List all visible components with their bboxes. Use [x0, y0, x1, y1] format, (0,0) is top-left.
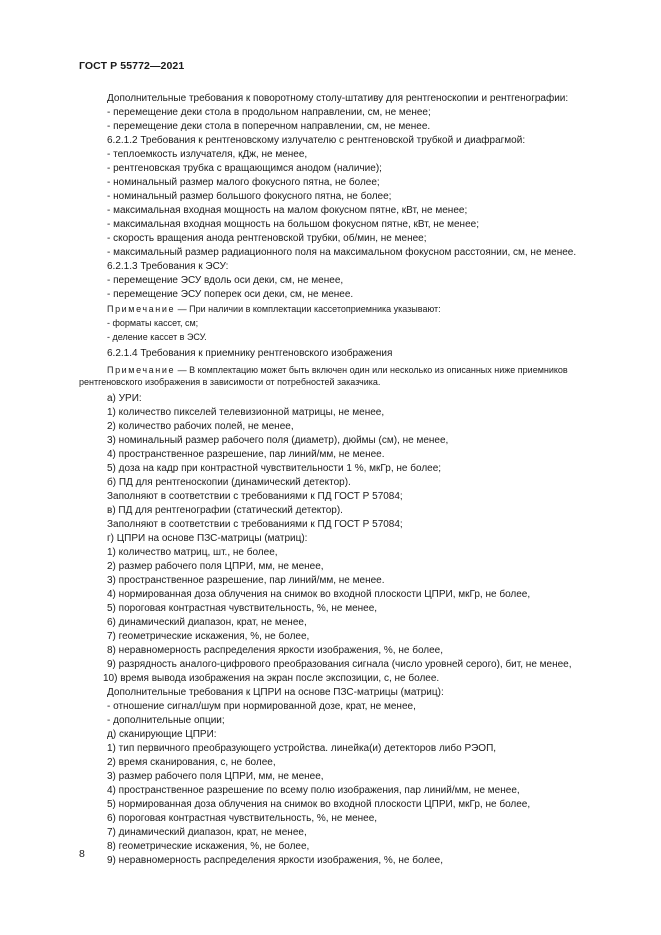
- line-text: - деление кассет в ЭСУ.: [107, 332, 207, 342]
- line-text: 8) неравномерность распределения яркости изображения, %, не более,: [107, 645, 444, 656]
- line-text: 8) геометрические искажения, %, не более,: [107, 841, 310, 852]
- text-line: [107, 533, 307, 545]
- line-text: 6.2.1.3 Требования к ЭСУ:: [107, 261, 229, 272]
- line-text: - теплоемкость излучателя, кДж, не менее,: [107, 149, 308, 160]
- line-text: 6.2.1.2 Требования к рентгеновскому излучателю с рентгеновской трубкой и диафрагмой:: [107, 135, 526, 146]
- line-text: Дополнительные требования к ЦПРИ на основе ПЗС-матрицы (матриц):: [107, 687, 444, 698]
- text-line: [107, 449, 385, 461]
- line-text: - перемещение деки стола в продольном направлении, см, не менее;: [107, 107, 431, 118]
- line-text: 2) размер рабочего поля ЦПРИ, мм, не менее,: [107, 561, 324, 572]
- note-label: Примечание: [107, 365, 176, 375]
- line-text: - номинальный размер малого фокусного пятна, не более;: [107, 177, 380, 188]
- line-text: - перемещение ЭСУ поперек оси деки, см, не менее.: [107, 289, 354, 300]
- text-line: [107, 135, 525, 147]
- text-line: [107, 701, 416, 713]
- line-text: 3) номинальный размер рабочего поля (диаметр), дюймы (см), не менее,: [107, 435, 449, 446]
- text-line: [107, 687, 444, 699]
- text-line: [107, 631, 309, 643]
- line-text: - дополнительные опции;: [107, 715, 225, 726]
- page-number: 8: [79, 848, 85, 860]
- text-line: [107, 121, 430, 133]
- line-text: 2) количество рабочих полей, не менее,: [107, 421, 294, 432]
- text-line: [107, 813, 377, 825]
- text-line: [107, 93, 568, 105]
- text-line: [107, 275, 343, 287]
- line-text: 1) количество матриц, шт., не более,: [107, 547, 278, 558]
- text-line: [79, 376, 380, 388]
- text-line: [107, 715, 225, 727]
- line-text: 7) динамический диапазон, крат, не менее,: [107, 827, 307, 838]
- line-text: д) сканирующие ЦПРИ:: [107, 729, 217, 740]
- line-text: 9) разрядность аналого-цифрового преобразования сигнала (число уровней серого), бит, не менее,: [107, 659, 572, 670]
- line-text: 3) размер рабочего поля ЦПРИ, мм, не менее,: [107, 771, 324, 782]
- text-line: [107, 177, 380, 189]
- line-text: - перемещение ЭСУ вдоль оси деки, см, не менее,: [107, 275, 344, 286]
- text-line: [107, 233, 427, 245]
- text-line: [107, 407, 384, 419]
- text-line: [107, 589, 530, 601]
- document-header: ГОСТ Р 55772—2021: [79, 60, 185, 72]
- text-line: [107, 757, 276, 769]
- text-line: [107, 303, 441, 315]
- line-text: - перемещение деки стола в поперечном направлении, см, не менее.: [107, 121, 431, 132]
- line-text: — При наличии в комплектации кассетоприемника указывают:: [175, 304, 441, 314]
- line-text: 3) пространственное разрешение, пар линий/мм, не менее.: [107, 575, 385, 586]
- line-text: 4) нормированная доза облучения на снимок во входной плоскости ЦПРИ, мкГр, не более,: [107, 589, 531, 600]
- line-text: в) ПД для рентгенографии (статический детектор).: [107, 505, 343, 516]
- text-line: [107, 547, 278, 559]
- line-text: 7) геометрические искажения, %, не более,: [107, 631, 310, 642]
- text-line: [107, 575, 385, 587]
- line-text: - максимальная входная мощность на малом фокусном пятне, кВт, не менее;: [107, 205, 468, 216]
- text-line: [103, 673, 439, 685]
- text-line: [107, 855, 443, 867]
- line-text: 5) пороговая контрастная чувствительность, %, не менее,: [107, 603, 378, 614]
- line-text: - максимальная входная мощность на большом фокусном пятне, кВт, не менее;: [107, 219, 479, 230]
- line-text: 2) время сканирования, с, не более,: [107, 757, 276, 768]
- line-text: - номинальный размер большого фокусного пятна, не более;: [107, 191, 392, 202]
- line-text: б) ПД для рентгеноскопии (динамический детектор).: [107, 477, 351, 488]
- line-text: рентгеновского изображения в зависимости от потребностей заказчика.: [79, 377, 381, 387]
- text-line: [107, 421, 294, 433]
- text-line: [107, 205, 467, 217]
- text-line: [107, 505, 343, 517]
- note-label: Примечание: [107, 304, 176, 314]
- text-line: [107, 645, 443, 657]
- text-line: [107, 219, 479, 231]
- line-text: 5) доза на кадр при контрастной чувствительности 1 %, мкГр, не более;: [107, 463, 442, 474]
- text-line: [107, 617, 307, 629]
- line-text: 5) нормированная доза облучения на снимок во входной плоскости ЦПРИ, мкГр, не более,: [107, 799, 531, 810]
- line-text: - форматы кассет, см;: [107, 318, 199, 328]
- text-line: [107, 364, 568, 376]
- text-line: [107, 785, 520, 797]
- text-line: [107, 289, 353, 301]
- line-text: г) ЦПРИ на основе ПЗС-матрицы (матриц):: [107, 533, 308, 544]
- text-line: [107, 491, 403, 503]
- line-text: 1) тип первичного преобразующего устройства. линейка(и) детекторов либо РЭОП,: [107, 743, 497, 754]
- text-line: [107, 247, 576, 259]
- text-line: [107, 331, 207, 343]
- line-text: - рентгеновская трубка с вращающимся анодом (наличие);: [107, 163, 382, 174]
- line-text: Заполняют в соответствии с требованиями к ПД ГОСТ Р 57084;: [107, 491, 403, 502]
- line-text: а) УРИ:: [107, 393, 142, 404]
- line-text: 9) неравномерность распределения яркости изображения, %, не более,: [107, 855, 444, 866]
- text-line: [107, 561, 324, 573]
- line-text: 10) время вывода изображения на экран после экспозиции, с, не более.: [103, 673, 440, 684]
- line-text: - максимальный размер радиационного поля на максимальном фокусном расстоянии, см, не менее.: [107, 247, 577, 258]
- text-line: [107, 348, 392, 360]
- line-text: 6) динамический диапазон, крат, не менее,: [107, 617, 307, 628]
- text-line: [107, 163, 382, 175]
- line-text: 1) количество пикселей телевизионной матрицы, не менее,: [107, 407, 385, 418]
- text-line: [107, 603, 377, 615]
- text-line: [107, 107, 431, 119]
- text-line: [107, 317, 198, 329]
- line-text: Заполняют в соответствии с требованиями к ПД ГОСТ Р 57084;: [107, 519, 403, 530]
- text-line: [107, 659, 572, 671]
- text-line: [107, 393, 142, 405]
- text-line: [107, 477, 351, 489]
- text-line: [107, 827, 307, 839]
- text-line: [107, 191, 391, 203]
- text-line: [107, 743, 496, 755]
- line-text: - отношение сигнал/шум при нормированной дозе, крат, не менее,: [107, 701, 416, 712]
- line-text: 4) пространственное разрешение, пар линий/мм, не менее.: [107, 449, 385, 460]
- text-line: [107, 149, 307, 161]
- text-line: [107, 435, 448, 447]
- text-line: [107, 463, 441, 475]
- line-text: — В комплектацию может быть включен один или несколько из описанных ниже приемников: [175, 365, 568, 375]
- text-line: [107, 771, 324, 783]
- line-text: 4) пространственное разрешение по всему полю изображения, пар линий/мм, не менее,: [107, 785, 520, 796]
- line-text: Дополнительные требования к поворотному столу-штативу для рентгеноскопии и рентгенографии:: [107, 93, 569, 104]
- line-text: 6.2.1.4 Требования к приемнику рентгеновского изображения: [107, 348, 393, 359]
- text-line: [107, 799, 530, 811]
- text-line: [107, 519, 403, 531]
- text-line: [107, 729, 217, 741]
- line-text: 6) пороговая контрастная чувствительность, %, не менее,: [107, 813, 378, 824]
- text-line: [107, 261, 228, 273]
- line-text: - скорость вращения анода рентгеновской трубки, об/мин, не менее;: [107, 233, 427, 244]
- text-line: [107, 841, 309, 853]
